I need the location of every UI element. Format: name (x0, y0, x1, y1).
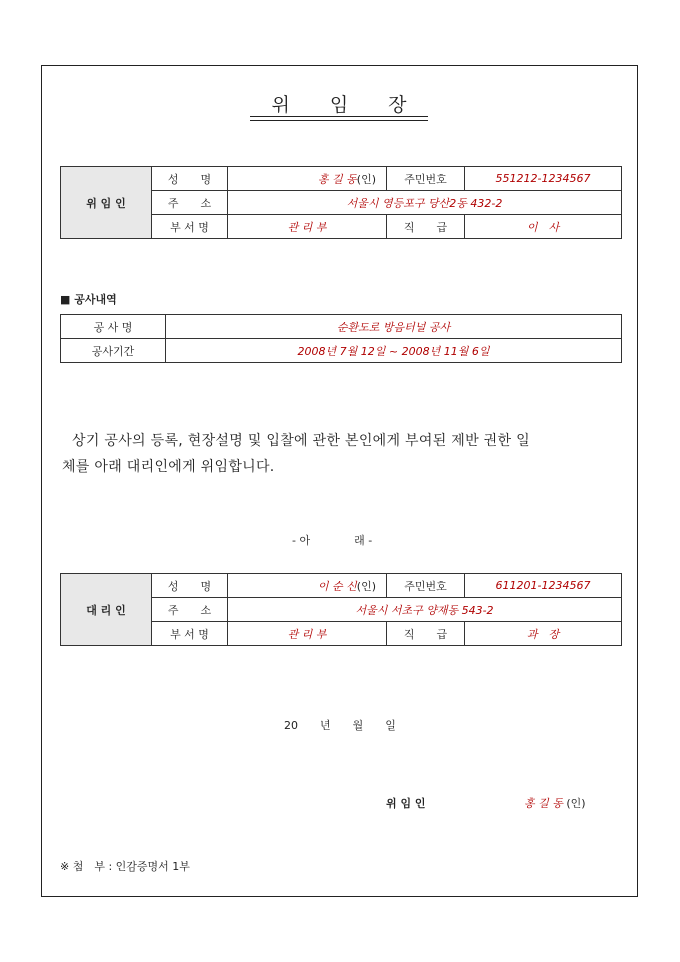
delegator-rank-value: 이 사 (465, 215, 622, 239)
delegator-address-value: 서울시 영등포구 당산2동 432-2 (228, 191, 622, 215)
agent-name-value: 이 순 신 (317, 579, 357, 593)
agent-address-label: 주 소 (152, 598, 228, 622)
agent-address-value: 서울시 서초구 양재동 543-2 (228, 598, 622, 622)
agent-id-label: 주민번호 (387, 574, 465, 598)
project-period-label: 공사기간 (61, 339, 166, 363)
delegator-seal-mark: (인) (356, 172, 376, 186)
project-period-value: 2008년 7월 12일 ~ 2008년 11월 6일 (166, 339, 622, 363)
date-line: 20 년 월 일 (284, 719, 396, 732)
delegator-address-label: 주 소 (152, 191, 228, 215)
delegator-id-value: 551212-1234567 (465, 167, 622, 191)
project-section-label: ■ 공사내역 (60, 293, 117, 306)
agent-name-label: 성 명 (152, 574, 228, 598)
delegation-statement (62, 428, 622, 480)
below-heading: - 아 래 - (292, 534, 373, 547)
project-name-value: 순환도로 방음터널 공사 (166, 315, 622, 339)
statement-line-2: 체를 아래 대리인에게 위임합니다. (62, 459, 275, 475)
delegator-name-label: 성 명 (152, 167, 228, 191)
delegator-rank-label: 직 급 (387, 215, 465, 239)
title-char-3: 장 (388, 94, 407, 116)
signature-name: 홍 길 동 (524, 797, 563, 810)
attachment-note: ※ 첨 부 : 인감증명서 1부 (60, 860, 190, 873)
delegator-id-label: 주민번호 (387, 167, 465, 191)
delegator-table (60, 166, 622, 239)
signature-seal: (인) (566, 797, 586, 810)
signature-label: 위 임 인 (386, 797, 426, 810)
delegator-dept-value: 관 리 부 (228, 215, 387, 239)
project-name-label: 공 사 명 (61, 315, 166, 339)
project-table (60, 314, 622, 363)
agent-header: 대 리 인 (61, 574, 152, 646)
title-double-underline (250, 116, 428, 121)
document-title (250, 90, 428, 117)
agent-dept-label: 부 서 명 (152, 622, 228, 646)
statement-line-1: 상기 공사의 등록, 현장설명 및 입찰에 관한 본인에게 부여된 제반 권한 일 (72, 433, 530, 449)
agent-rank-value: 과 장 (465, 622, 622, 646)
delegator-header: 위 임 인 (61, 167, 152, 239)
title-char-2: 임 (329, 94, 349, 116)
agent-table (60, 573, 622, 646)
agent-seal-mark: (인) (356, 579, 376, 593)
title-char-1: 위 (271, 94, 290, 116)
delegator-dept-label: 부 서 명 (152, 215, 228, 239)
agent-dept-value: 관 리 부 (228, 622, 387, 646)
agent-id-value: 611201-1234567 (465, 574, 622, 598)
agent-name-cell (228, 574, 387, 598)
agent-rank-label: 직 급 (387, 622, 465, 646)
delegator-name-value: 홍 길 동 (317, 172, 357, 186)
delegator-name-cell (228, 167, 387, 191)
signature-block (524, 795, 586, 811)
